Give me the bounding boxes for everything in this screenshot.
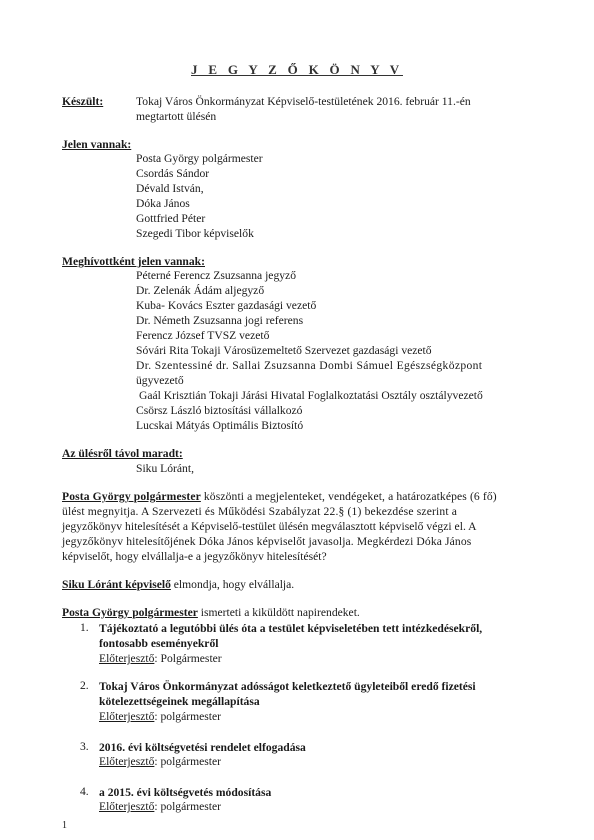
invited-person: Csörsz László biztosítási vállalkozó bbox=[136, 404, 303, 417]
invited-person: Sóvári Rita Tokaji Városüzemeltető Szervezet gazdasági vezető bbox=[136, 344, 432, 357]
para2 bbox=[62, 578, 294, 592]
invited-person: Dr. Németh Zsuzsanna jogi referens bbox=[136, 314, 304, 327]
para3-speaker: Posta György polgármester bbox=[62, 606, 198, 619]
page-number: 1 bbox=[62, 820, 67, 831]
agenda-title bbox=[99, 679, 519, 709]
presenter-label: Előterjesztő bbox=[99, 800, 155, 813]
para1-line2: ülést megnyitja. A Szervezeti és Működési Szabályzat 22.§ (1) bekezdése szerint a bbox=[62, 505, 458, 518]
invited-person: Kuba- Kovács Eszter gazdasági vezető bbox=[136, 299, 317, 312]
absent-heading: Az ülésről távol maradt: bbox=[62, 447, 183, 460]
present-heading: Jelen vannak: bbox=[62, 138, 132, 151]
agenda-title-line: kötelezettségeinek megállapítása bbox=[99, 695, 260, 708]
document-title: J E G Y Z Ő K Ö N Y V bbox=[191, 62, 403, 77]
agenda-presenter bbox=[99, 800, 221, 813]
para1-line3: jegyzőkönyv hitelesítését a Képviselő-testület ülésén megválasztott képviselő végzi el. A bbox=[62, 520, 477, 533]
para1-line5: képviselőt, hogy elvállalja-e a jegyzőkönyv hitelesítését? bbox=[62, 550, 327, 563]
agenda-title-line: Tájékoztató a legutóbbi ülés óta a testület képviseletében tett intézkedésekről, bbox=[99, 622, 483, 635]
agenda-presenter bbox=[99, 710, 221, 723]
agenda-title bbox=[99, 785, 519, 800]
agenda-presenter bbox=[99, 652, 222, 665]
para2-speaker: Siku Lóránt képviselő bbox=[62, 578, 171, 591]
invited-person: Péterné Ferencz Zsuzsanna jegyző bbox=[136, 269, 296, 282]
para3 bbox=[62, 606, 360, 620]
para1-line1 bbox=[62, 490, 520, 504]
agenda-number: 4. bbox=[80, 785, 89, 798]
presenter-value: : Polgármester bbox=[154, 652, 222, 665]
para3-rest: ismerteti a kiküldött napirendeket. bbox=[197, 606, 360, 619]
para2-rest: elmondja, hogy elvállalja. bbox=[170, 578, 295, 591]
agenda-title bbox=[99, 621, 519, 651]
agenda-presenter bbox=[99, 755, 221, 768]
present-person: Posta György polgármester bbox=[136, 152, 263, 165]
present-person: Dóka János bbox=[136, 197, 190, 210]
absent-person: Siku Lóránt, bbox=[136, 462, 194, 475]
present-person: Gottfried Péter bbox=[136, 212, 206, 225]
agenda-title-line: Tokaj Város Önkormányzat adósságot keletkeztető ügyleteiből eredő fizetési bbox=[99, 680, 476, 693]
para1-line4: jegyzőkönyv hitelesítőjének Dóka János képviselőt javasolja. Megkérdezi Dóka János bbox=[62, 535, 472, 548]
para1-line1-rest: köszönti a megjelenteket, vendégeket, a határozatképes (6 fő) bbox=[200, 490, 497, 503]
presenter-value: : polgármester bbox=[154, 800, 222, 813]
keszult-label: Készült: bbox=[62, 95, 104, 108]
agenda-number: 3. bbox=[80, 740, 89, 753]
agenda-title-line: 2016. évi költségvetési rendelet elfogadása bbox=[99, 741, 306, 754]
agenda-number: 2. bbox=[80, 679, 89, 692]
agenda-title-line: a 2015. évi költségvetés módosítása bbox=[99, 786, 272, 799]
invited-person: Ferencz József TVSZ vezető bbox=[136, 329, 270, 342]
presenter-label: Előterjesztő bbox=[99, 710, 155, 723]
keszult-text-line1: Tokaj Város Önkormányzat Képviselő-testületének 2016. február 11.-én bbox=[136, 95, 471, 108]
keszult-text-line2: megtartott ülésén bbox=[136, 110, 217, 123]
presenter-label: Előterjesztő bbox=[99, 755, 155, 768]
invited-person: Gaál Krisztián Tokaji Járási Hivatal Foglalkoztatási Osztály osztályvezető bbox=[139, 389, 483, 402]
invited-person: ügyvezető bbox=[136, 374, 184, 387]
agenda-title bbox=[99, 740, 519, 755]
presenter-label: Előterjesztő bbox=[99, 652, 155, 665]
present-person: Csordás Sándor bbox=[136, 167, 210, 180]
presenter-value: : polgármester bbox=[154, 755, 222, 768]
agenda-number: 1. bbox=[80, 621, 89, 634]
invited-person: Dr. Zelenák Ádám aljegyző bbox=[136, 284, 265, 297]
para1-speaker: Posta György polgármester bbox=[62, 490, 201, 503]
invited-person: Dr. Szentessiné dr. Sallai Zsuzsanna Dombi Sámuel Egészségközpont bbox=[136, 359, 483, 372]
agenda-title-line: fontosabb eseményekről bbox=[99, 637, 219, 650]
invited-heading: Meghívottként jelen vannak: bbox=[62, 255, 205, 268]
presenter-value: : polgármester bbox=[154, 710, 222, 723]
present-person: Szegedi Tibor képviselők bbox=[136, 227, 254, 240]
present-person: Dévald István, bbox=[136, 182, 204, 195]
invited-person: Lucskai Mátyás Optimális Biztosító bbox=[136, 419, 304, 432]
